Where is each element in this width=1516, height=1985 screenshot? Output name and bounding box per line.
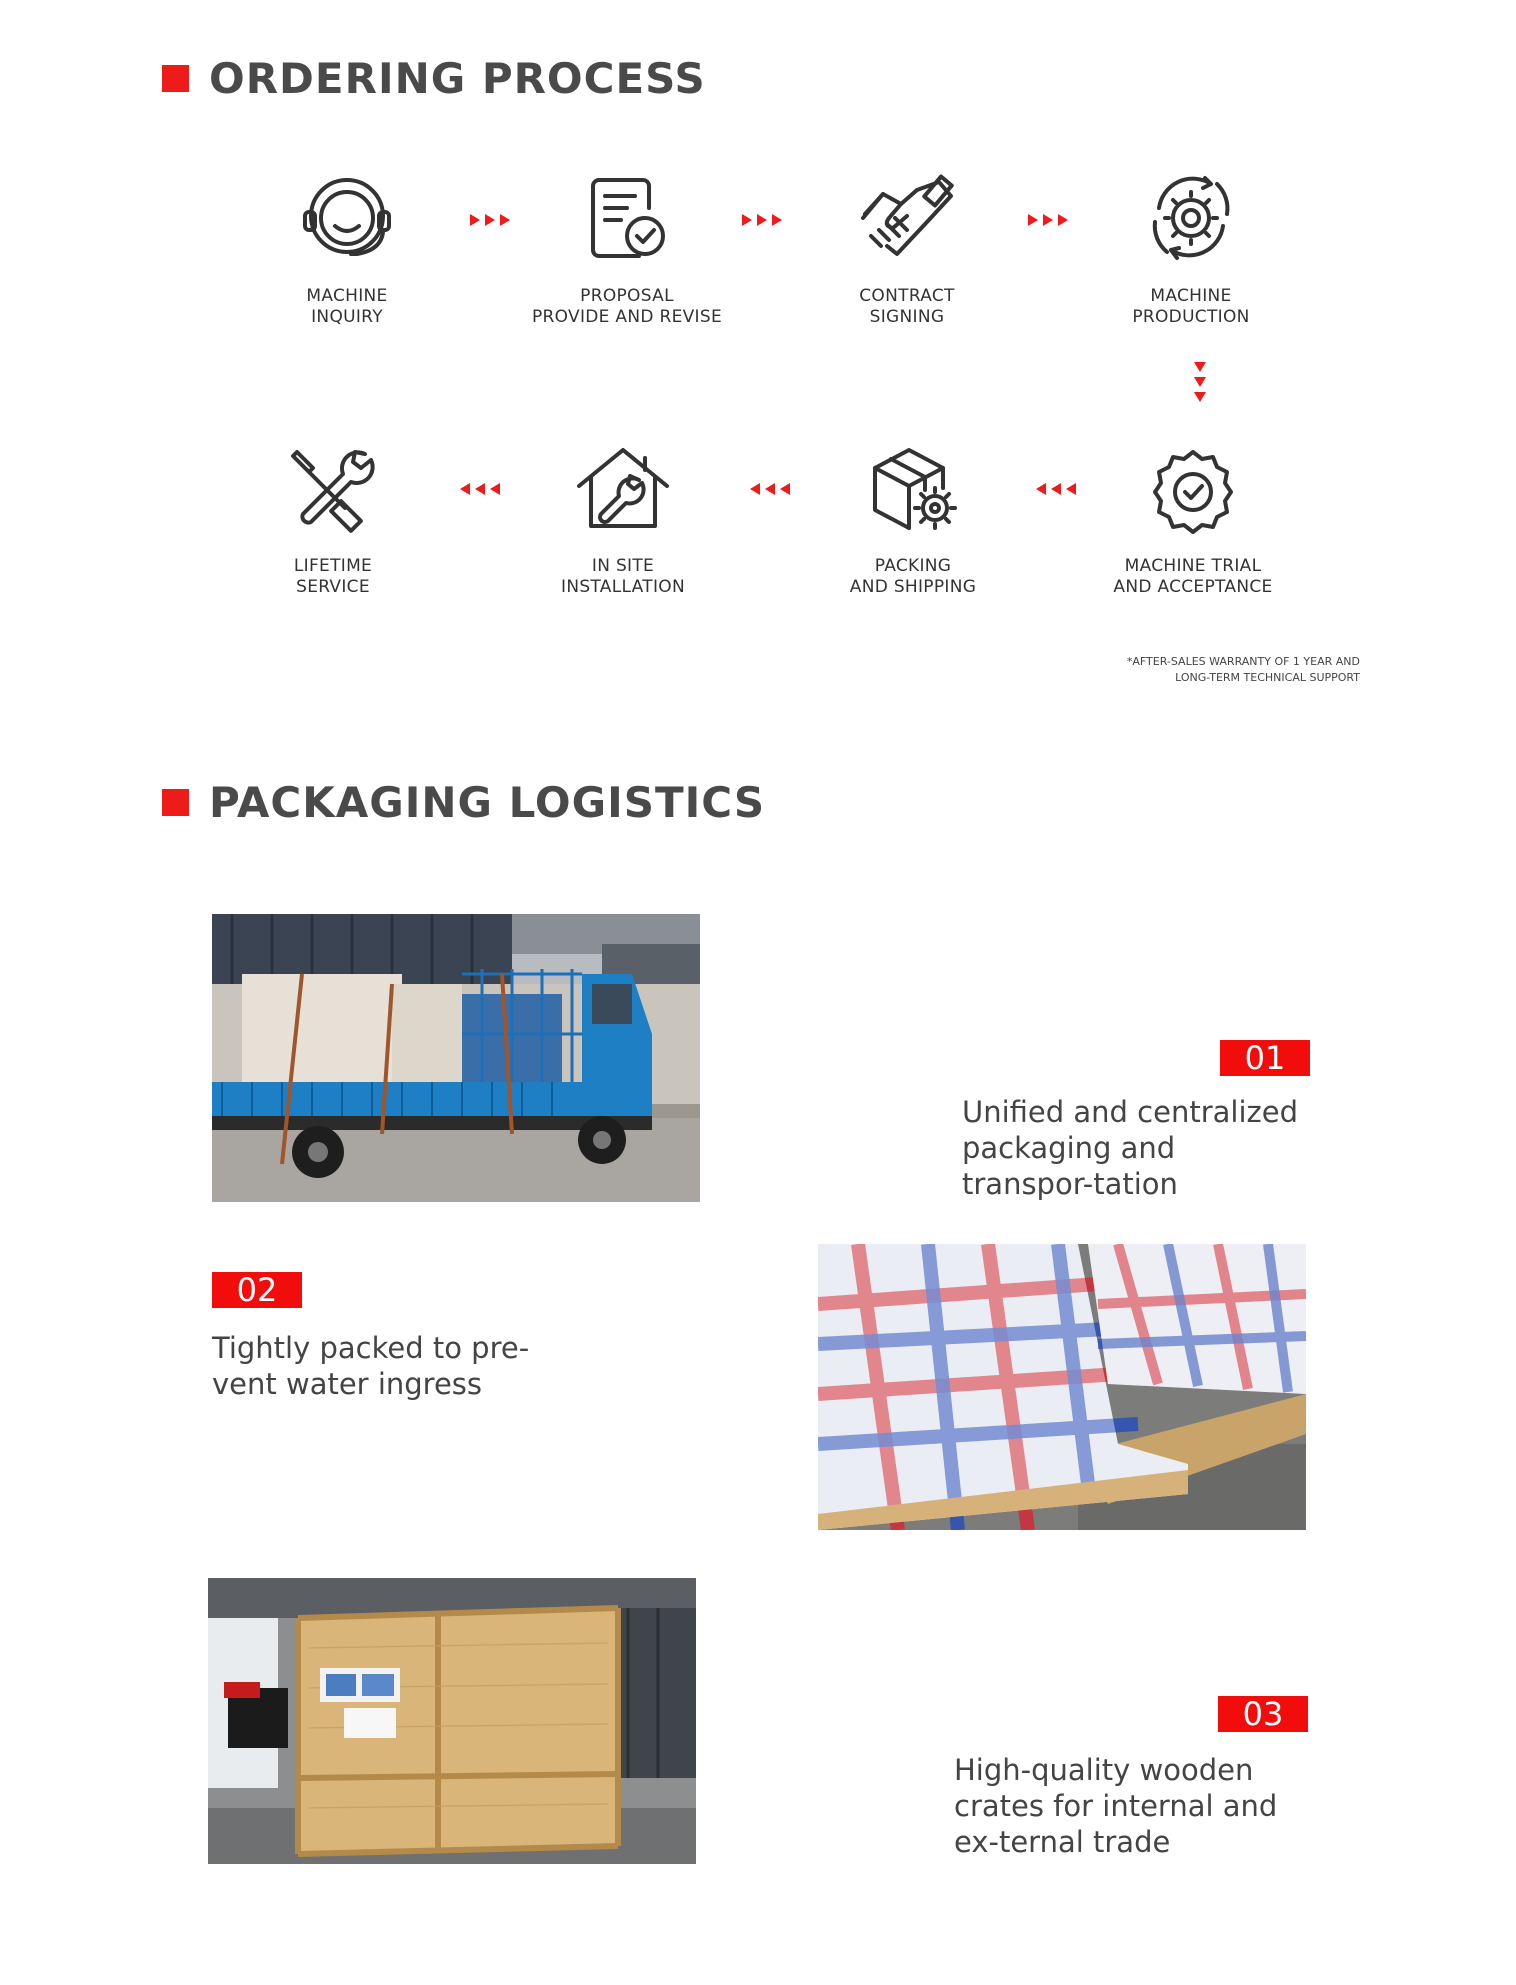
wrapped-machine-photo bbox=[818, 1244, 1306, 1530]
handshake-icon bbox=[857, 174, 957, 264]
box-gear-icon bbox=[863, 444, 963, 534]
step-label: PROPOSAL PROVIDE AND REVISE bbox=[532, 286, 722, 327]
step-label: LIFETIME SERVICE bbox=[293, 556, 373, 597]
packaging-logistics-heading bbox=[162, 772, 765, 832]
arrow-right-icon bbox=[470, 212, 512, 228]
step-machine-trial bbox=[1078, 444, 1308, 598]
step-proposal bbox=[512, 174, 742, 328]
step-packing-shipping bbox=[798, 444, 1028, 598]
step-machine-production bbox=[1076, 174, 1306, 328]
arrow-left-icon bbox=[1036, 481, 1078, 497]
truck-photo bbox=[212, 914, 700, 1202]
wooden-crate-photo bbox=[208, 1578, 696, 1864]
arrow-down-icon bbox=[1192, 362, 1208, 404]
gear-cycle-icon bbox=[1141, 174, 1241, 264]
arrow-left-icon bbox=[460, 481, 502, 497]
step-label: PACKING AND SHIPPING bbox=[849, 556, 977, 597]
packaging-description: Unified and centralized packaging and transpor-tation bbox=[962, 1095, 1298, 1201]
step-label: MACHINE INQUIRY bbox=[306, 286, 388, 327]
tools-icon bbox=[283, 444, 383, 534]
step-machine-inquiry bbox=[232, 174, 462, 328]
step-label: MACHINE TRIAL AND ACCEPTANCE bbox=[1113, 556, 1273, 597]
badge-check-icon bbox=[1143, 444, 1243, 534]
ordering-process-heading bbox=[162, 48, 706, 108]
house-wrench-icon bbox=[573, 444, 673, 534]
step-label: IN SITE INSTALLATION bbox=[561, 556, 685, 597]
section-title: PACKAGING LOGISTICS bbox=[209, 777, 766, 827]
arrow-right-icon bbox=[742, 212, 784, 228]
step-number-badge: 01 bbox=[1220, 1040, 1310, 1076]
step-in-site-installation bbox=[508, 444, 738, 598]
step-contract-signing bbox=[792, 174, 1022, 328]
packaging-description: Tightly packed to pre-vent water ingress bbox=[212, 1331, 530, 1401]
warranty-note: *AFTER-SALES WARRANTY OF 1 YEAR AND LONG-TERM TECHNICAL SUPPORT bbox=[1126, 655, 1360, 684]
step-lifetime-service bbox=[218, 444, 448, 598]
section-title: ORDERING PROCESS bbox=[209, 53, 706, 103]
step-number-badge: 02 bbox=[212, 1272, 302, 1308]
step-number-badge: 03 bbox=[1218, 1696, 1308, 1732]
heading-marker bbox=[162, 65, 189, 92]
step-label: CONTRACT SIGNING bbox=[859, 286, 955, 327]
document-check-icon bbox=[577, 174, 677, 264]
arrow-left-icon bbox=[750, 481, 792, 497]
headset-icon bbox=[297, 174, 397, 264]
packaging-description: High-quality wooden crates for internal and ex-ternal trade bbox=[954, 1753, 1278, 1859]
step-label: MACHINE PRODUCTION bbox=[1132, 286, 1250, 327]
heading-marker bbox=[162, 789, 189, 816]
arrow-right-icon bbox=[1028, 212, 1070, 228]
